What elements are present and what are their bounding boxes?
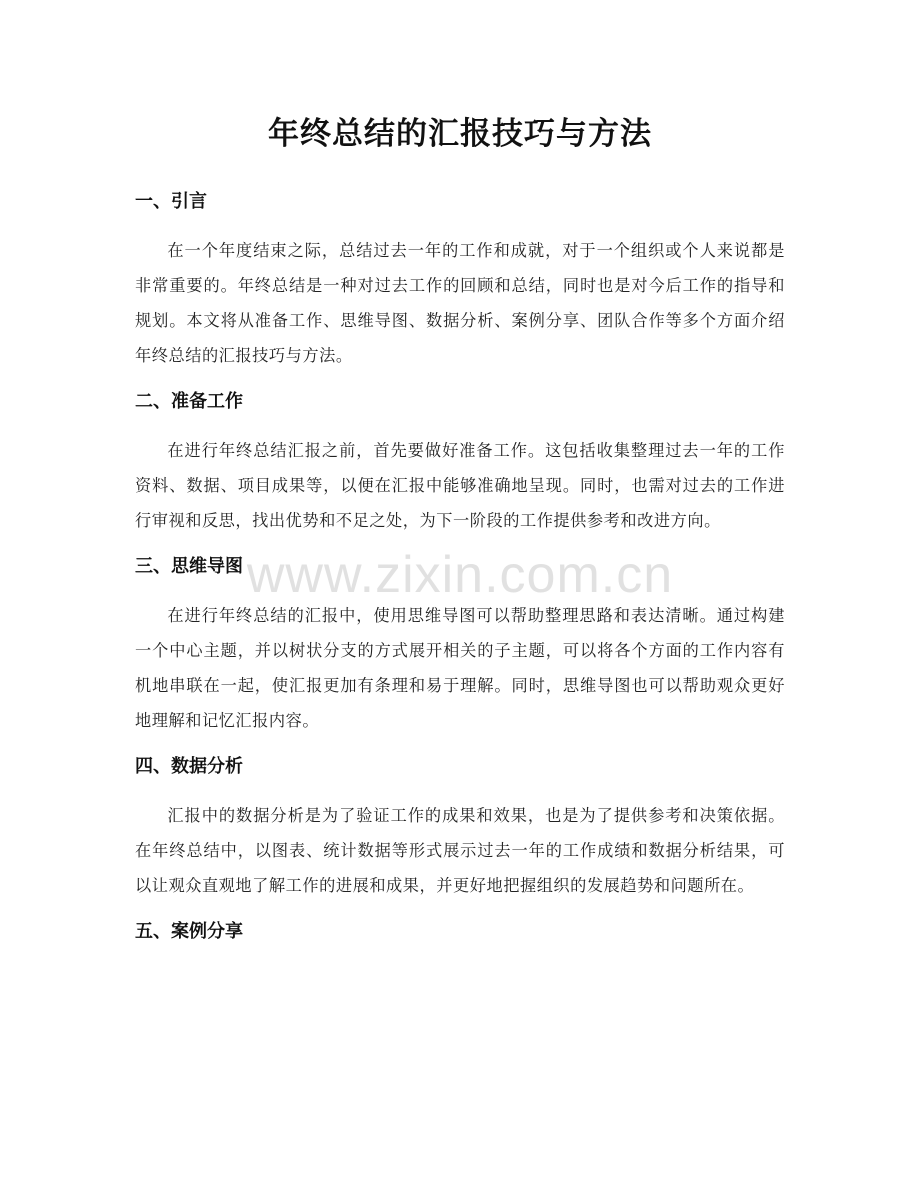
section-mindmap xyxy=(135,553,785,753)
section-heading: 三、思维导图 xyxy=(135,556,243,577)
section-case-sharing xyxy=(135,918,785,946)
section-paragraph: 在一个年度结束之际，总结过去一年的工作和成就，对于一个组织或个人来说都是非常重要的。年终总结是一种对过去工作的回顾和总结，同时也是对今后工作的指导和规划。本文将从准备工作、思维导图、数据分析、案例分享、团队合作等多个方面介绍年终总结的汇报技巧与方法。 xyxy=(135,241,785,365)
watermark: www.zixin.com.cn xyxy=(246,546,674,604)
document-title: 年终总结的汇报技巧与方法 xyxy=(268,116,652,152)
section-data-analysis xyxy=(135,753,785,918)
document-body xyxy=(135,188,785,946)
section-heading: 二、准备工作 xyxy=(135,391,243,412)
section-paragraph: 汇报中的数据分析是为了验证工作的成果和效果，也是为了提供参考和决策依据。在年终总结中，以图表、统计数据等形式展示过去一年的工作成绩和数据分析结果，可以让观众直观地了解工作的进展和成果，并更好地把握组织的发展趋势和问题所在。 xyxy=(135,806,785,895)
section-preparation xyxy=(135,388,785,553)
section-intro xyxy=(135,188,785,388)
section-heading: 五、案例分享 xyxy=(135,921,243,942)
section-heading: 四、数据分析 xyxy=(135,756,243,777)
section-paragraph: 在进行年终总结的汇报中，使用思维导图可以帮助整理思路和表达清晰。通过构建一个中心主题，并以树状分支的方式展开相关的子主题，可以将各个方面的工作内容有机地串联在一起，使汇报更加有条理和易于理解。同时，思维导图也可以帮助观众更好地理解和记忆汇报内容。 xyxy=(135,606,785,730)
section-heading: 一、引言 xyxy=(135,191,207,212)
section-paragraph: 在进行年终总结汇报之前，首先要做好准备工作。这包括收集整理过去一年的工作资料、数据、项目成果等，以便在汇报中能够准确地呈现。同时，也需对过去的工作进行审视和反思，找出优势和不足之处，为下一阶段的工作提供参考和改进方向。 xyxy=(135,441,785,530)
